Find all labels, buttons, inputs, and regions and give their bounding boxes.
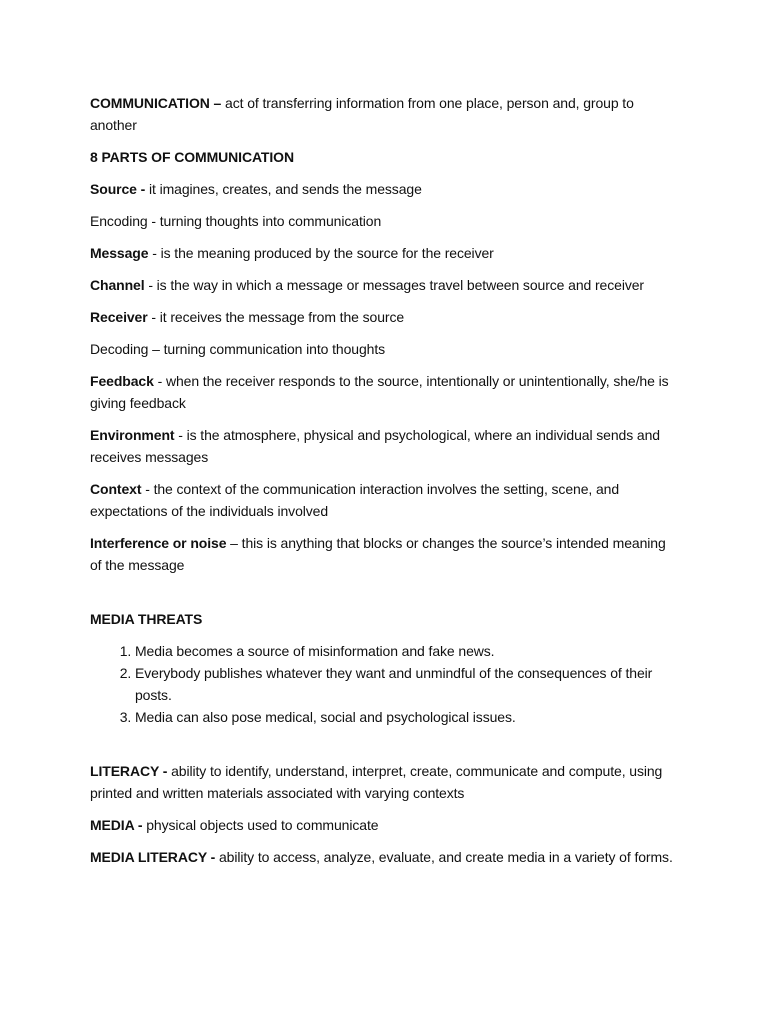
list-item: 3. Media can also pose medical, social and psychological issues.	[135, 706, 678, 728]
part-message: Message - is the meaning produced by the source for the receiver	[90, 245, 494, 261]
part-source: Source - it imagines, creates, and sends the message	[90, 181, 422, 197]
part-environment: Environment - is the atmosphere, physical and psychological, where an individual sends and receives messages	[90, 427, 660, 465]
definition-media: MEDIA - physical objects used to communicate	[90, 817, 379, 833]
part-decoding: Decoding – turning communication into thoughts	[90, 341, 386, 357]
part-channel: Channel - is the way in which a message or messages travel between source and receiver	[90, 277, 644, 293]
part-receiver: Receiver - it receives the message from the source	[90, 309, 405, 325]
definition-communication	[90, 92, 678, 136]
part-context: Context - the context of the communication interaction involves the setting, scene, and expectations of the individuals involved	[90, 481, 620, 519]
definition-literacy: LITERACY - ability to identify, understand, interpret, create, communicate and compute, using printed and written materials associated with varying contexts	[90, 763, 663, 801]
list-item: 1. Media becomes a source of misinformation and fake news.	[135, 640, 678, 662]
threats-heading: MEDIA THREATS	[90, 611, 203, 627]
term: COMMUNICATION –	[90, 95, 222, 111]
parts-heading: 8 PARTS OF COMMUNICATION	[90, 149, 294, 165]
threats-list	[90, 640, 678, 728]
definition-text: act of transferring information from one place, person and, group to another	[90, 95, 634, 133]
part-encoding: Encoding - turning thoughts into communication	[90, 213, 382, 229]
list-item: 2. Everybody publishes whatever they want and unmindful of the consequences of their posts.	[135, 662, 678, 706]
definition-media-literacy: MEDIA LITERACY - ability to access, analyze, evaluate, and create media in a variety of forms.	[90, 849, 673, 865]
part-feedback: Feedback - when the receiver responds to the source, intentionally or unintentionally, she/he is giving feedback	[90, 373, 669, 411]
part-interference: Interference or noise – this is anything that blocks or changes the source’s intended meaning of the message	[90, 535, 666, 573]
